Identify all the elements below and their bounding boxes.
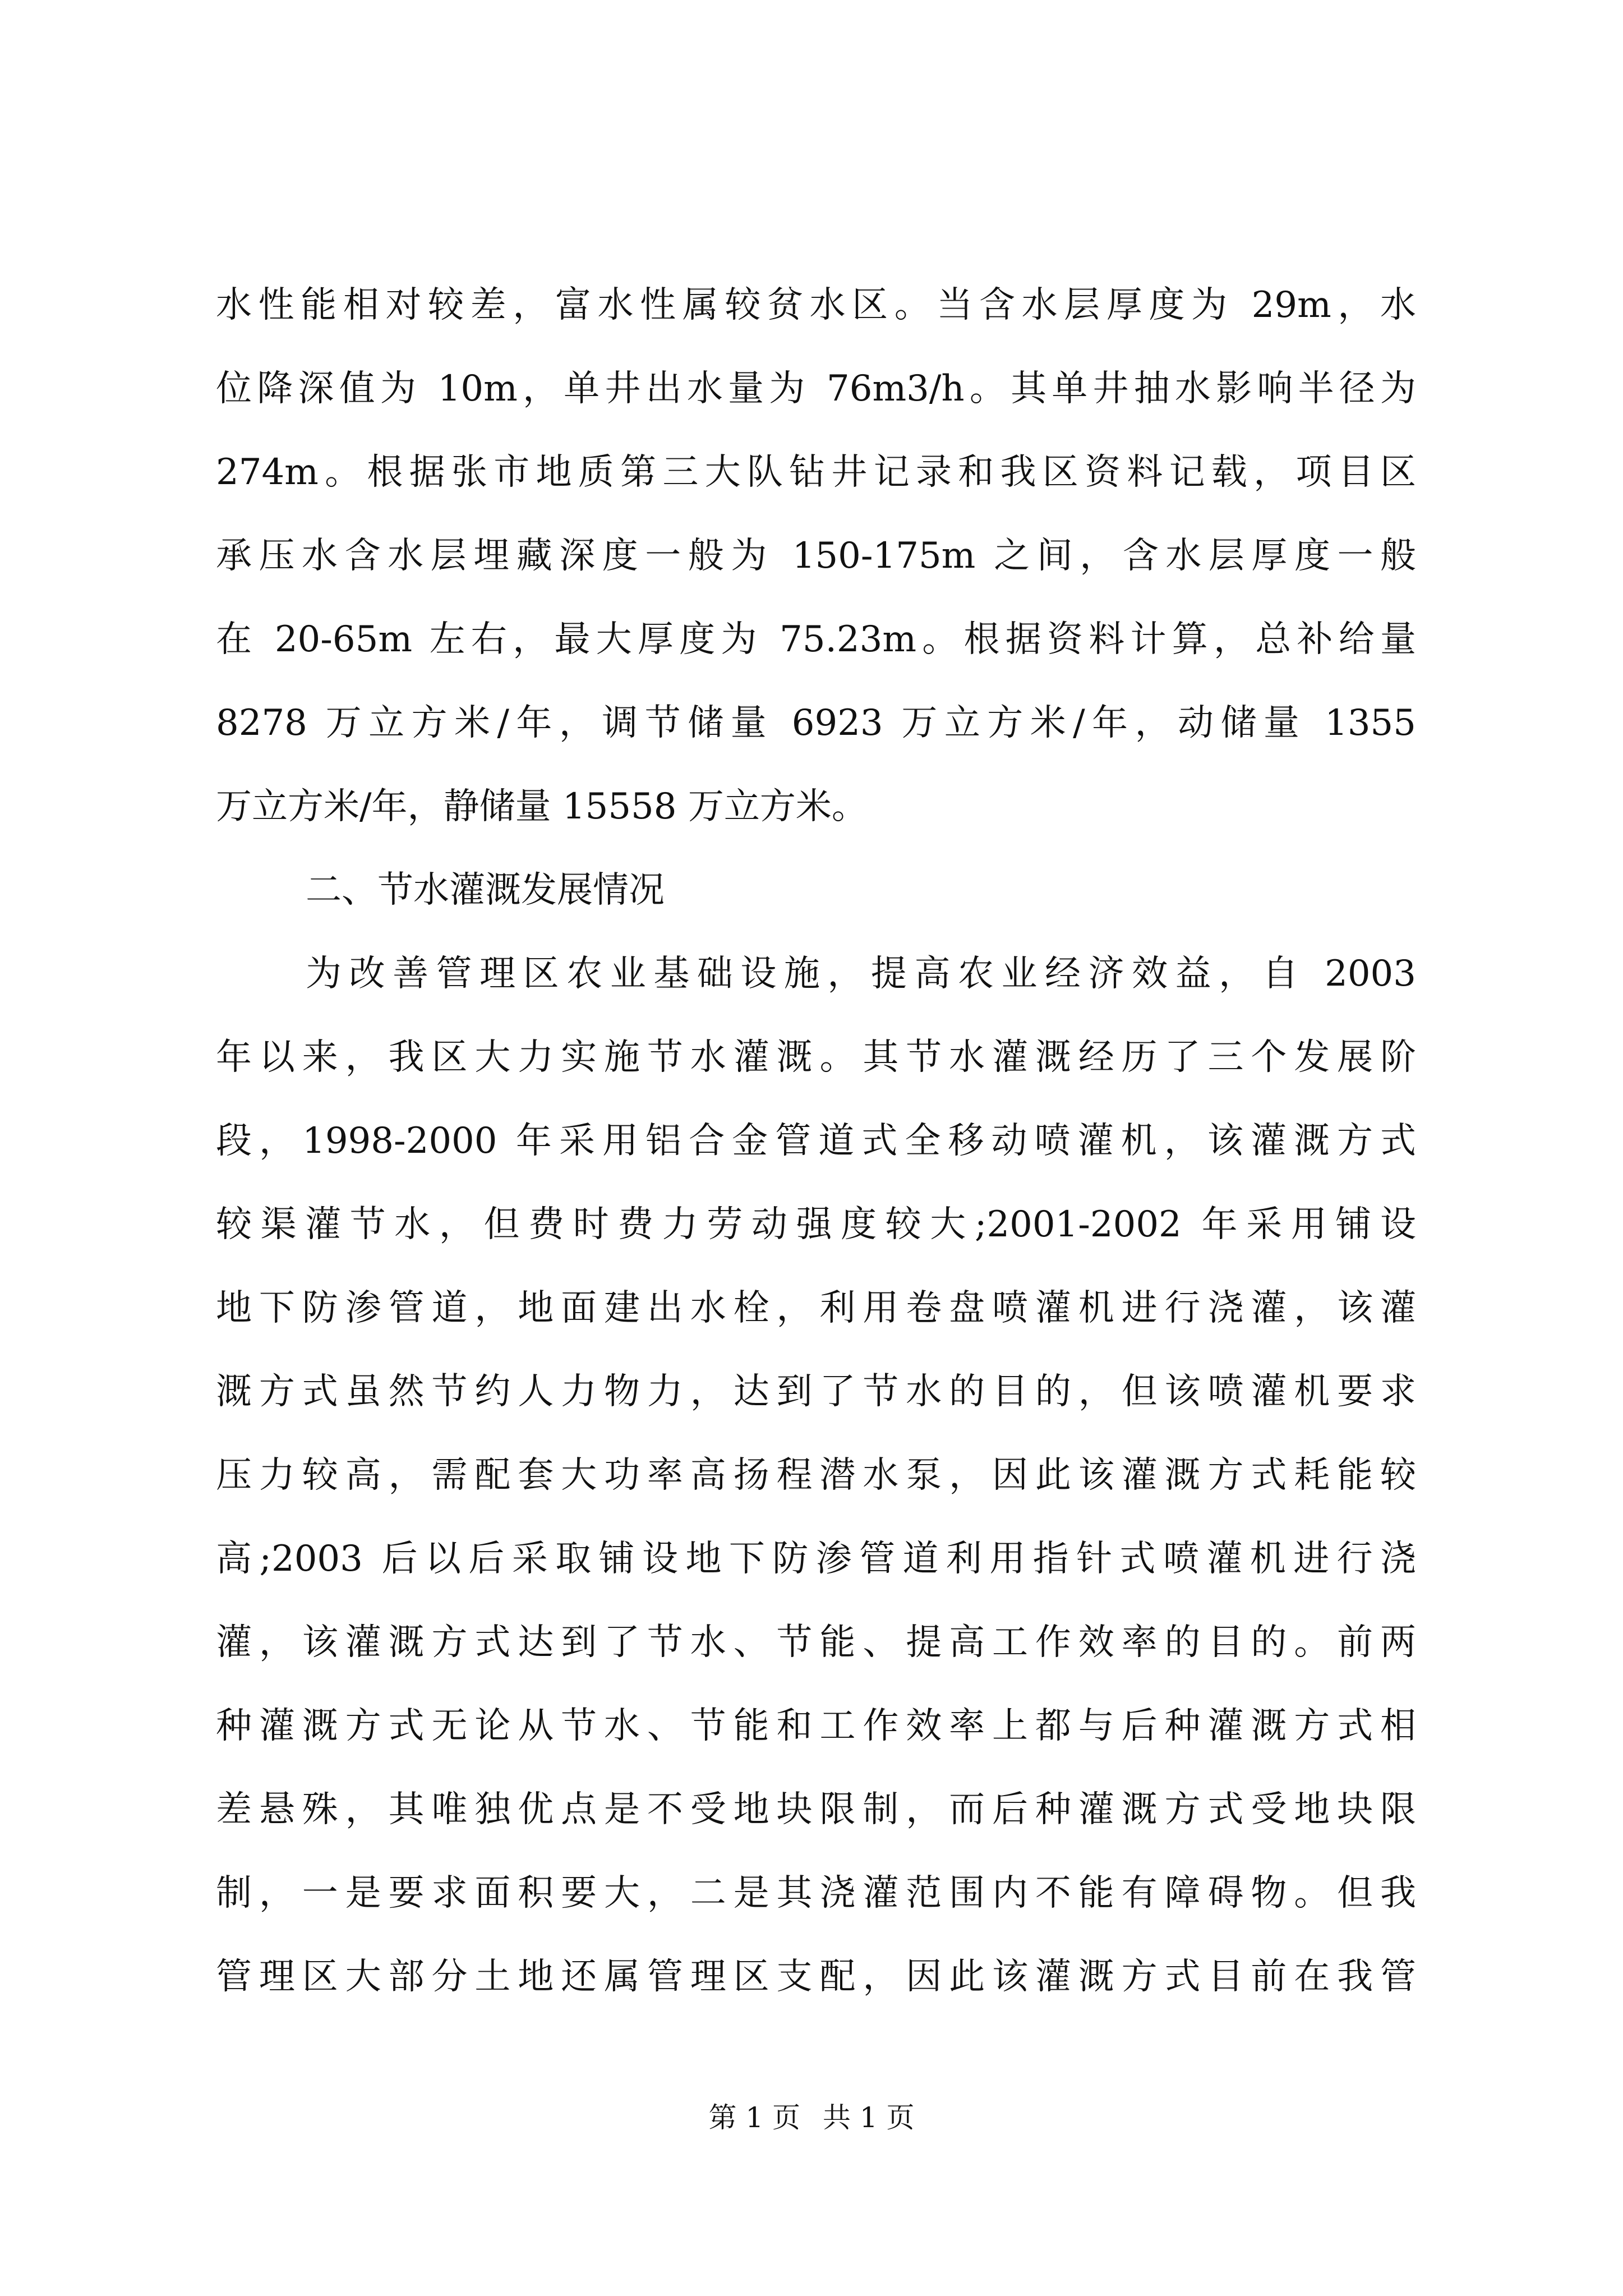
- document-body: [216, 264, 1416, 2019]
- body-line: 万立方米/年，静储量 15558 万立方米。: [216, 786, 868, 827]
- section-heading: 二、节水灌溉发展情况: [306, 869, 665, 911]
- body-line: 地下防渗管道，地面建出水栓，利用卷盘喷灌机进行浇灌，该灌: [216, 1287, 1416, 1329]
- body-line: 较渠灌节水，但费时费力劳动强度较大;2001-2002 年采用铺设: [216, 1204, 1416, 1245]
- total-pages-label: 共 1 页: [822, 2101, 915, 2134]
- body-line: 溉方式虽然节约人力物力，达到了节水的目的，但该喷灌机要求: [216, 1371, 1416, 1412]
- body-line: 8278 万立方米/年，调节储量 6923 万立方米/年，动储量 1355: [216, 702, 1416, 744]
- body-line: 年以来，我区大力实施节水灌溉。其节水灌溉经历了三个发展阶: [216, 1037, 1416, 1078]
- body-line: 为改善管理区农业基础设施，提高农业经济效益，自 2003: [306, 953, 1416, 995]
- body-line: 压力较高，需配套大功率高扬程潜水泵，因此该灌溉方式耗能较: [216, 1455, 1416, 1496]
- body-line: 水性能相对较差，富水性属较贫水区。当含水层厚度为 29m，水: [216, 284, 1416, 326]
- body-line: 种灌溉方式无论从节水、节能和工作效率上都与后种灌溉方式相: [216, 1705, 1416, 1747]
- body-line: 制，一是要求面积要大，二是其浇灌范围内不能有障碍物。但我: [216, 1872, 1416, 1914]
- body-line: 高;2003 后以后采取铺设地下防渗管道利用指针式喷灌机进行浇: [216, 1538, 1416, 1580]
- body-line: 管理区大部分土地还属管理区支配，因此该灌溉方式目前在我管: [216, 1956, 1416, 1998]
- body-line: 段，1998-2000 年采用铝合金管道式全移动喷灌机，该灌溉方式: [216, 1120, 1416, 1162]
- page-number-label: 第 1 页: [708, 2101, 801, 2134]
- body-line: 位降深值为 10m，单井出水量为 76m3/h。其单井抽水影响半径为: [216, 368, 1416, 409]
- body-line: 灌，该灌溉方式达到了节水、节能、提高工作效率的目的。前两: [216, 1622, 1416, 1663]
- body-line: 差悬殊，其唯独优点是不受地块限制，而后种灌溉方式受地块限: [216, 1789, 1416, 1830]
- body-line: 承压水含水层埋藏深度一般为 150-175m 之间，含水层厚度一般: [216, 535, 1416, 577]
- body-line: 在 20-65m 左右，最大厚度为 75.23m。根据资料计算，总补给量: [216, 619, 1416, 660]
- page-footer: [0, 2095, 1623, 2136]
- body-line: 274m。根据张市地质第三大队钻井记录和我区资料记载，项目区: [216, 452, 1416, 493]
